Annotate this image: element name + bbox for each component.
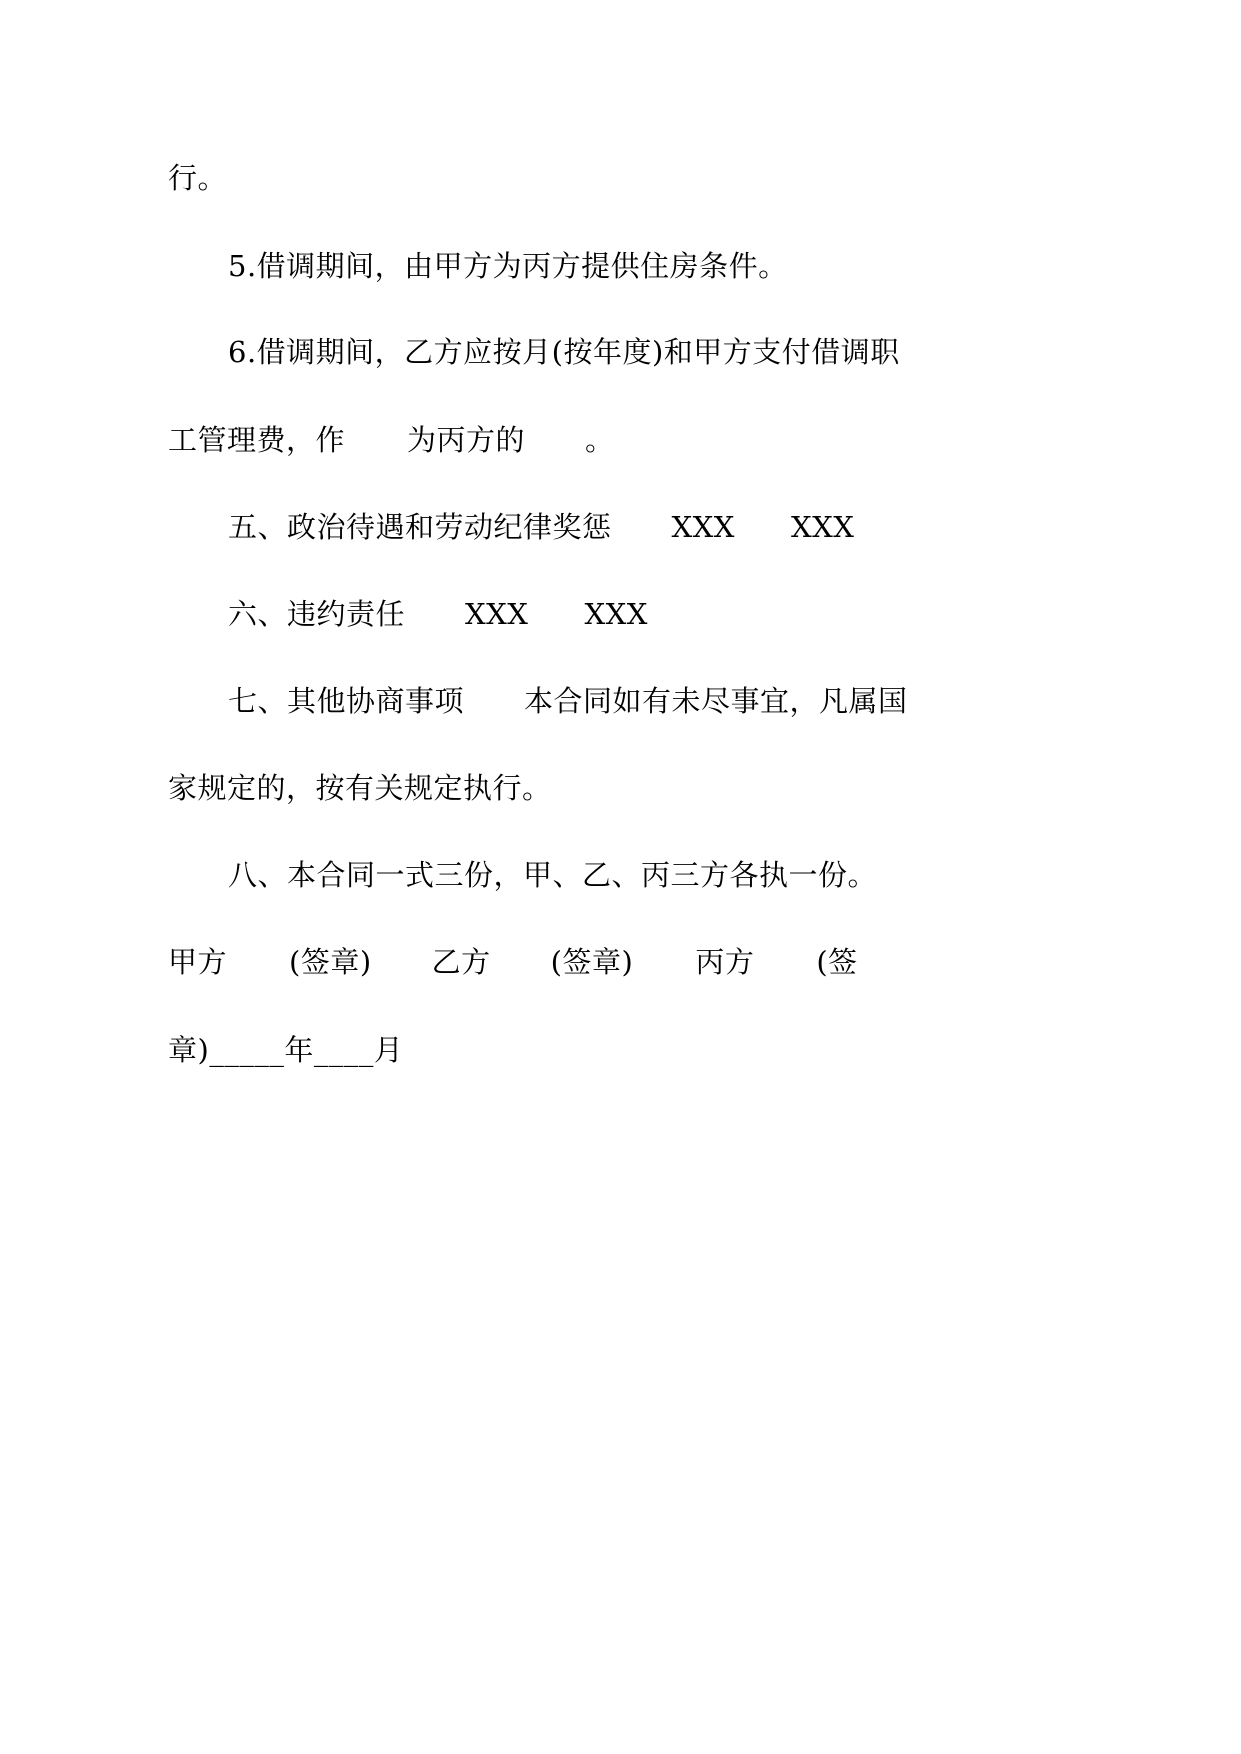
text-segment: 五、政治待遇和劳动纪律奖惩 — [228, 510, 612, 544]
section-6-heading — [228, 592, 648, 636]
placeholder-value: XXX — [790, 510, 855, 544]
text-segment: 本合同如有未尽事宜，凡属国 — [524, 684, 908, 718]
party-b-label: 乙方 — [431, 945, 491, 979]
signature-line — [168, 940, 858, 984]
section-7 — [228, 679, 908, 723]
clause-5: 5.借调期间，由甲方为丙方提供住房条件。 — [228, 249, 788, 283]
text-segment: 七、其他协商事项 — [228, 684, 465, 718]
text-segment: 为丙方的 — [407, 423, 526, 457]
signature-stamp-label: (签章) — [289, 945, 372, 979]
party-a-label: 甲方 — [168, 945, 228, 979]
clause-6: 6.借调期间，乙方应按月(按年度)和甲方支付借调职 — [228, 335, 900, 369]
text-segment: 工管理费，作 — [168, 423, 346, 457]
placeholder-value: XXX — [671, 510, 735, 544]
text-line: 行。 — [168, 161, 228, 195]
section-8: 八、本合同一式三份，甲、乙、丙三方各执一份。 — [228, 858, 878, 892]
date-line: 章)_____年____月 — [168, 1033, 404, 1067]
section-5-heading — [228, 505, 854, 549]
placeholder-value: XXX — [584, 597, 648, 631]
party-c-label: 丙方 — [695, 945, 755, 979]
section-7-continued: 家规定的，按有关规定执行。 — [168, 771, 552, 805]
signature-stamp-label: (签章) — [550, 945, 634, 979]
text-segment: 六、违约责任 — [228, 597, 406, 631]
signature-stamp-label: (签 — [816, 945, 858, 979]
clause-6-continued — [168, 418, 615, 462]
placeholder-value: XXX — [465, 597, 529, 631]
text-segment: 。 — [585, 423, 615, 457]
